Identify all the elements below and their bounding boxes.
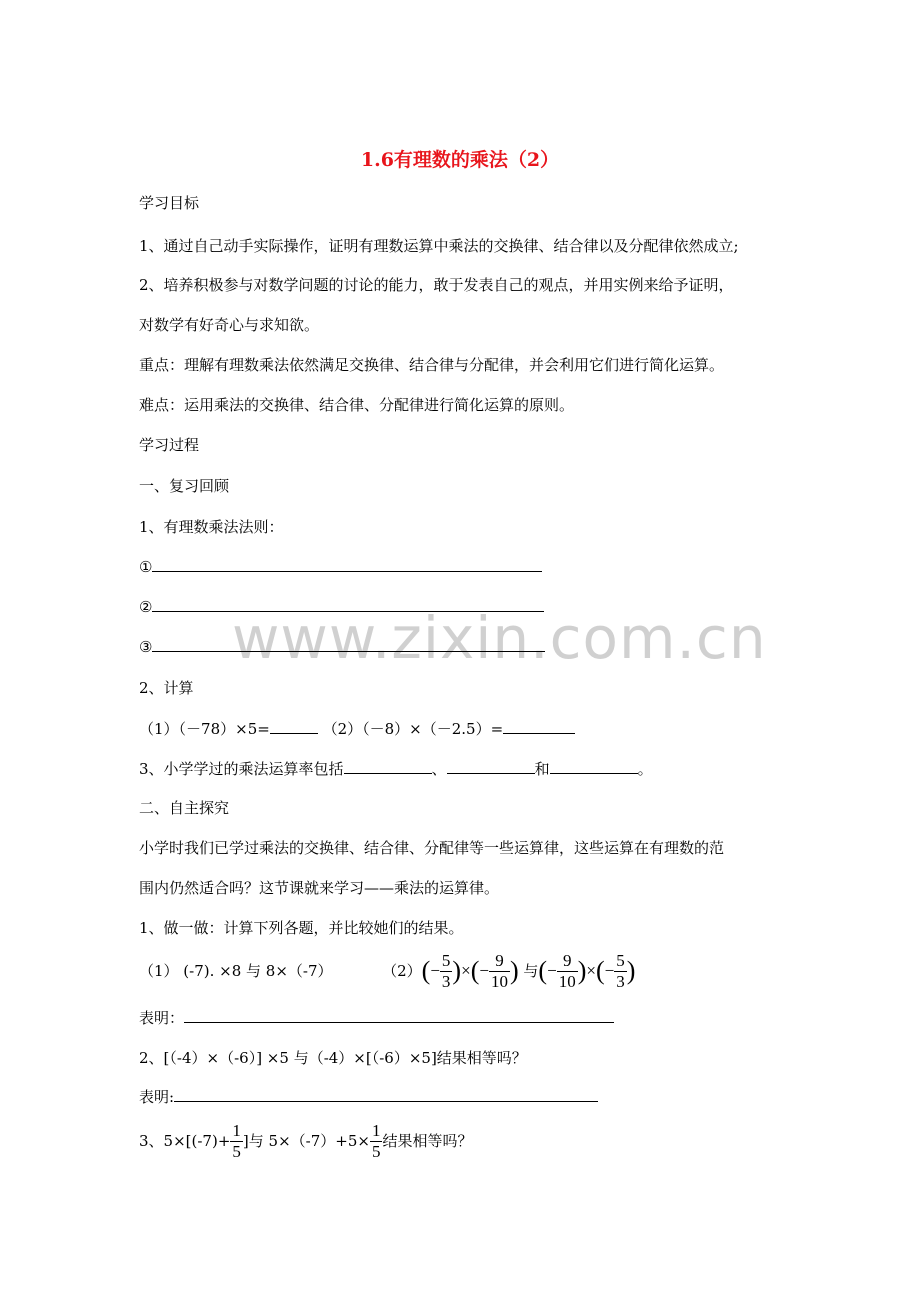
rule-line-3 — [139, 637, 545, 657]
page-title: 1.6有理数的乘法（2） — [360, 149, 560, 171]
task-1-and: 与 — [523, 962, 539, 980]
fraction-9-10-b: $\frac{9}{10}$ — [558, 950, 576, 991]
question-3 — [139, 759, 653, 779]
explain-1 — [139, 1008, 614, 1028]
task-3-part-a: 3、5×[(-7)+ — [139, 1132, 231, 1150]
goal-1: 1、通过自己动手实际操作，证明有理数运算中乘法的交换律、结合律以及分配律依然成立; — [139, 237, 739, 255]
fraction-9-10-a: $\frac{9}{10}$ — [490, 950, 508, 991]
intro-line-2: 围内仍然适合吗？这节课就来学习——乘法的运算律。 — [139, 879, 500, 897]
q3-blank-3[interactable] — [550, 759, 638, 774]
watermark: www.zixin.com.cn — [232, 604, 767, 672]
difficulty: 难点：运用乘法的交换律、结合律、分配律进行简化运算的原则。 — [139, 396, 575, 414]
calc-2: （2）（－8）×（－2.5）= — [322, 720, 504, 738]
section-process: 学习过程 — [139, 436, 200, 454]
calc-2-blank[interactable] — [503, 719, 575, 734]
fraction-1-5-a: $\frac{1}{5}$ — [232, 1120, 241, 1161]
task-2: 2、[（-4）×（-6）] ×5 与（-4）×[（-6）×5]结果相等吗？ — [139, 1049, 527, 1067]
intro-line-1: 小学时我们已学过乘法的交换律、结合律、分配律等一些运算律，这些运算在有理数的范 — [139, 839, 725, 857]
task-1-item-2-label: （2） — [382, 962, 422, 980]
explain-blank-2[interactable] — [174, 1087, 598, 1102]
key-point: 重点：理解有理数乘法依然满足交换律、结合律与分配律，并会利用它们进行简化运算。 — [139, 356, 725, 374]
question-2: 2、计算 — [139, 679, 194, 697]
rule-blank-3[interactable] — [152, 637, 545, 652]
explain-label-1: 表明： — [139, 1009, 185, 1027]
fraction-5-3-b: $\frac{5}{3}$ — [616, 950, 625, 991]
task-3 — [139, 1118, 472, 1163]
explain-blank-1[interactable] — [184, 1008, 614, 1023]
q3-prefix: 3、小学学过的乘法运算率包括 — [139, 760, 344, 778]
goal-2-line-1: 2、培养积极参与对数学问题的讨论的能力，敢于发表自己的观点，并用实例来给予证明， — [139, 276, 734, 294]
rule-line-2 — [139, 597, 544, 617]
calc-row — [139, 719, 575, 739]
task-3-part-c: 结果相等吗？ — [382, 1132, 473, 1150]
question-1: 1、有理数乘法法则： — [139, 518, 284, 536]
q3-blank-1[interactable] — [344, 759, 432, 774]
rule-blank-1[interactable] — [152, 557, 542, 572]
q3-end: 。 — [637, 760, 653, 778]
part-1-heading: 一、复习回顾 — [139, 477, 230, 495]
fraction-5-3-a: $\frac{5}{3}$ — [441, 950, 451, 991]
calc-1-blank[interactable] — [270, 719, 318, 734]
section-goals: 学习目标 — [139, 194, 200, 212]
q3-sep-1: 、 — [431, 760, 447, 778]
task-1: 1、做一做：计算下列各题，并比较她们的结果。 — [139, 919, 464, 937]
rule-marker-2: ② — [139, 598, 153, 616]
task-3-part-b: ]与 5×（-7）+5× — [242, 1132, 370, 1150]
part-2-heading: 二、自主探究 — [139, 799, 230, 817]
q3-blank-2[interactable] — [447, 759, 535, 774]
rule-blank-2[interactable] — [152, 597, 544, 612]
q3-sep-2: 和 — [534, 760, 550, 778]
task-1-items: （1） (-7). ×8 与 8×（-7） （2）(− $\frac{5}{3}$ )×(− $\frac{9}{10}$ ) 与(− $\frac{9}{10}$ )×(− $\frac{5}{3}$ ) — [139, 950, 636, 991]
rule-marker-1: ① — [139, 558, 153, 576]
explain-2 — [139, 1087, 598, 1107]
rule-marker-3: ③ — [139, 638, 153, 656]
task-1-item-1: （1） (-7). ×8 与 8×（-7） — [139, 962, 333, 980]
rule-line-1 — [139, 557, 542, 577]
goal-2-line-2: 对数学有好奇心与求知欲。 — [139, 316, 320, 334]
explain-label-2: 表明: — [139, 1088, 175, 1106]
fraction-1-5-b: $\frac{1}{5}$ — [371, 1120, 381, 1161]
calc-1: （1）（－78）×5= — [139, 720, 270, 738]
